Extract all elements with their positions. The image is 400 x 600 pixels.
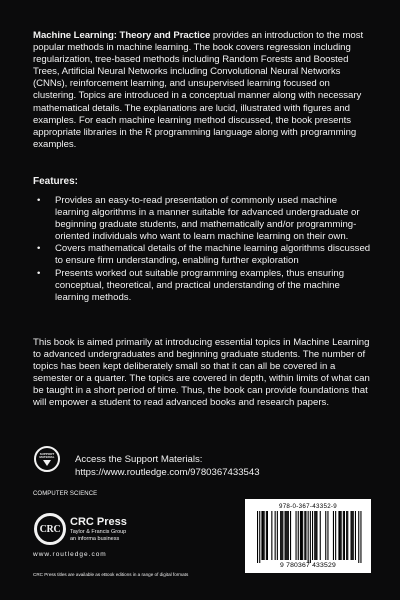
barcode-bar xyxy=(305,511,306,560)
barcode-bar xyxy=(347,511,348,560)
barcode-bar xyxy=(341,511,342,560)
barcode-bar xyxy=(301,511,302,560)
barcode-bar xyxy=(282,511,283,560)
support-url[interactable]: https://www.routledge.com/9780367433543 xyxy=(75,467,260,478)
features-list xyxy=(33,195,371,304)
ebook-note: CRC Press titles are available as eBook editions in a range of digital formats xyxy=(33,572,189,577)
barcode-bar xyxy=(277,511,278,560)
publisher-business: an informa business xyxy=(70,535,120,542)
barcode-bar xyxy=(355,511,356,560)
barcode-bar xyxy=(310,511,311,563)
feature-text: Presents worked out suitable programming examples, thus ensuring conceptual, theoretical, and practical understanding of the machine learning methods. xyxy=(55,267,345,303)
barcode-bar xyxy=(327,511,328,560)
barcode-bar xyxy=(259,511,260,563)
features-heading: Features: xyxy=(33,176,79,187)
barcode-bar xyxy=(263,511,264,560)
barcode-bar xyxy=(340,511,341,560)
barcode-bar xyxy=(285,511,286,560)
support-material-icon xyxy=(34,446,60,472)
support-badge-text: SUPPORT MATERIAL xyxy=(39,451,55,459)
barcode-bar xyxy=(267,511,268,560)
barcode-bar xyxy=(288,511,289,560)
bullet-icon: • xyxy=(37,267,41,279)
barcode-bar xyxy=(338,511,339,560)
barcode-bar xyxy=(287,511,288,560)
publisher-info xyxy=(70,517,180,542)
closing-paragraph: This book is aimed primarily at introducing essential topics in Machine Learning to advanced undergraduates and beginning graduate students. The number of topics has been kept deliberately small so that it can all be covered in a semester or a quarter. The topics are covered in depth, within limits of what can be taught in a short period of time. Thus, the book can provide foundations that will empower a student to read advanced books and research papers. xyxy=(33,337,370,409)
ean-digits: 9 780367 433529 xyxy=(280,562,336,569)
barcode-bar xyxy=(266,511,267,560)
description-text: provides an introduction to the most popular methods in machine learning. The book covers regression including regularization, tree-based methods including Random Forests and Boosted Trees, Artificial Neural Networks including Convolutional Neural Networks (CNNs), reinforcement learning, and unsupervised learning focused on clustering. Topics are introduced in a conceptual manner along with necessary mathematical details. The explanations are lucid, illustrated with figures and examples. For each machine learning method discussed, the book presents appropriate libraries in the R programming language along with programming examples. xyxy=(33,30,364,150)
bullet-icon: • xyxy=(37,243,41,255)
support-materials xyxy=(75,453,355,479)
barcode-bar xyxy=(257,511,258,563)
barcode-bar xyxy=(343,511,344,560)
publisher-website[interactable]: www.routledge.com xyxy=(33,551,107,558)
barcode-bar xyxy=(300,511,301,560)
barcode-bar xyxy=(333,511,334,560)
barcode-graphic xyxy=(245,511,371,563)
barcode-bar xyxy=(325,511,326,560)
barcode-bar xyxy=(290,511,291,560)
barcode-bar xyxy=(304,511,305,560)
support-label: Access the Support Materials: xyxy=(75,454,203,465)
barcode-bar xyxy=(352,511,353,560)
barcode-bar xyxy=(344,511,345,560)
barcode-bar xyxy=(353,511,354,560)
isbn-number: 978-0-367-43352-9 xyxy=(278,503,338,510)
publisher-name: CRC Press xyxy=(70,516,127,528)
barcode-bar xyxy=(296,511,297,560)
crc-logo-icon xyxy=(34,513,66,545)
bullet-icon: • xyxy=(37,195,41,206)
barcode-bar xyxy=(360,511,361,563)
barcode-bar xyxy=(281,511,282,560)
barcode-bar xyxy=(314,511,315,560)
barcode-bar xyxy=(271,511,272,560)
barcode-bar xyxy=(298,511,299,560)
barcode-bar xyxy=(264,511,265,560)
logo-text: CRC xyxy=(39,523,61,535)
barcode-bar xyxy=(280,511,281,560)
barcode-bar xyxy=(351,511,352,560)
barcode-bar xyxy=(275,511,276,560)
barcode-bar xyxy=(308,511,309,563)
subject-category: COMPUTER SCIENCE xyxy=(33,491,98,497)
feature-text: Provides an easy-to-read presentation of commonly used machine learning algorithms in a manner suitable for advanced undergraduate or beginning graduate students, and mathematically and/or programming-oriented individuals who want to learn machine learning on their own. xyxy=(55,195,360,243)
book-title: Machine Learning: Theory and Practice xyxy=(33,30,211,41)
barcode-bar xyxy=(315,511,316,560)
barcode-bar xyxy=(320,511,321,560)
barcode-bar xyxy=(312,511,313,560)
barcode-bar xyxy=(316,511,317,560)
description-paragraph xyxy=(33,30,371,151)
isbn-barcode xyxy=(245,499,371,573)
publisher-group: Taylor & Francis Group xyxy=(70,529,127,535)
barcode-bar xyxy=(358,511,359,563)
barcode-bar xyxy=(286,511,287,560)
download-arrow-icon xyxy=(43,460,51,466)
feature-item xyxy=(33,268,371,304)
feature-item xyxy=(33,195,371,243)
barcode-bar xyxy=(335,511,336,560)
barcode-bar xyxy=(302,511,303,560)
feature-text: Covers mathematical details of the machine learning algorithms discussed to ensure firm understanding, enabling further exploration xyxy=(55,243,371,267)
barcode-bar xyxy=(261,511,262,560)
barcode-bar xyxy=(346,511,347,560)
feature-item xyxy=(33,243,371,267)
